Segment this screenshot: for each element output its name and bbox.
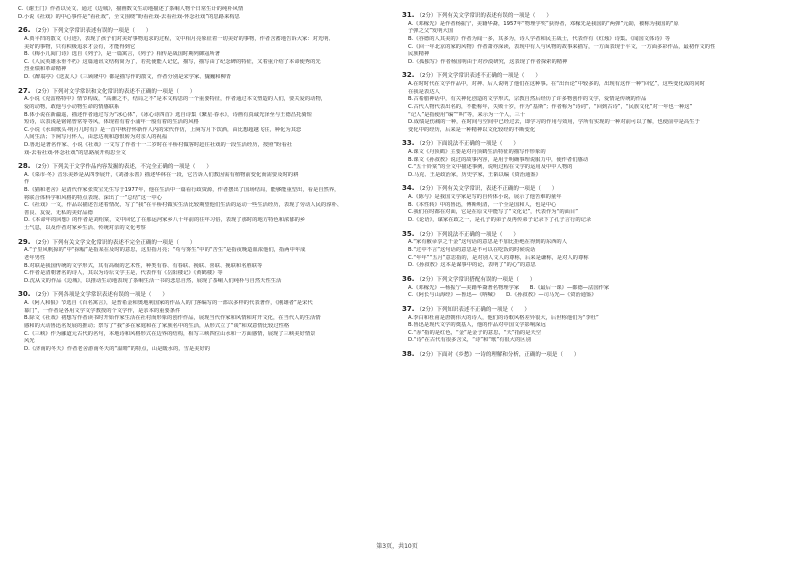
question-stem — [402, 306, 772, 315]
question-text: （2分）下列有关文学常识的表述有误的一项是（ ） — [416, 13, 552, 19]
answer-option: C.“五十铃棠”的全文中描述事例，说明过程在文学的运用及中中人物的 — [408, 164, 573, 171]
question-text: （2分）下列说法不正确的一项是（ ） — [416, 231, 519, 238]
answer-option: A.贾平凹的散文《月迹》，表现了孩子们对美好事物追求的过程，文中相月亮象征着一切美好的事物，作者含蓄地告诉大家：对光明、 — [24, 35, 334, 42]
answer-option: A.《陈与》是我国文学家是写的自传体小说，展示了他苦难的童年 — [408, 194, 562, 201]
question-stem — [402, 72, 772, 81]
answer-option: A.“家有敝帚享之千金”这句话的意思是不加比拒绝在得到的东西的人 — [408, 239, 568, 246]
answer-option: 善良、友爱、无私的美好品德 — [24, 209, 93, 216]
question-stem — [402, 231, 772, 240]
answer-option: D.《孙叔敖》这本是谋事中的论，表明了“的心”的意思 — [408, 262, 536, 269]
question-text: （2分）下列文学常识表述有误的一项是（ ） — [32, 28, 152, 35]
question-number: 37. — [402, 305, 415, 313]
answer-option: B.《本性转》中的鲁迅，傅斯明清，一个全是国和人，也是中心 — [408, 201, 557, 208]
answer-option: 感和的大动鲁迅名发展的推动；祭写了“我”多在家庭和在了家族名中的生活，从形式立了“谈”和双意情比较过性格 — [24, 322, 290, 329]
answer-option: C.作者是清朝著名的诗人，其以为诗坛文学主是，代表作有《岳阳楼记》《黄鹤楼》等 — [24, 270, 223, 277]
question-text: （2分）下列文学常识搭配有误的一项是（ ） — [416, 276, 536, 283]
answer-option: A.课文《丹顶鹤》主要是对丹顶鹤生活特征的描写作形象的 — [408, 149, 546, 156]
answer-option: C.《人民英雄永垂不朽》这篇通讯文结构简为了，若托使能人记忆，描写，描写由了纪念碑的特征，又着重介绍了本命使秀的先 — [24, 58, 321, 65]
question-number: 33. — [402, 140, 415, 148]
answer-option: B.“过中不言”这句话的意思是不可以在吃饭的时候说话 — [408, 247, 536, 254]
answer-option: 将联合体科学和风格的特点表现、深出了一“总结”这一中心 — [24, 194, 162, 201]
answer-option: 烈业绩和革命精神 — [24, 66, 67, 73]
answer-option: B.体小说在新疆遥，描述作者通过写为“冰心体”，《冰心诗四首》选自诗集《繁星·春水》，诗画有真诚光泽至与王德昌托骑短 — [24, 111, 312, 118]
answer-option: A.“子里风帆掠的”中“掠幅”是指某在及时的意思，这里指月亮；“苟与雾生”中的“苦生”是指夜晚造血浓他们，指两中年成 — [24, 247, 306, 254]
question-number: 26. — [18, 27, 31, 35]
answer-option: D.成绩是伤痛的一种，在时间与空间中已经过去，即学习的作用与效用，学所有实现的一种对前可以了解，也使前中是高生于 — [408, 119, 700, 126]
answer-option: C.“赤”指的是红色，“金”是金子的意思，“天”指的是天空 — [408, 329, 542, 336]
answer-option: 作 — [24, 179, 30, 186]
answer-option: C.《回一年北京的家的风物》作者萧亦深读，表现中有人与风物的故事来描写，一方面表现于平文，一方面多彩作品，最初作文的性 — [408, 43, 716, 50]
answer-option: 风光 — [24, 338, 35, 345]
question-stem — [18, 88, 378, 97]
question-stem — [402, 276, 772, 285]
question-text: （2分）下面对《乡愁》一诗的理解和分析，正确的一项是（ ） — [416, 351, 580, 358]
question-number: 36. — [402, 275, 415, 283]
question-text: （2分）下列关于文学作品内容发掘的表述，不完全正确的一项是（ ） — [32, 164, 212, 171]
question-number: 35. — [402, 230, 415, 238]
question-number: 38. — [402, 350, 415, 358]
answer-option: 爱的动物，敢他与小动物生命的情感联系 — [24, 103, 120, 110]
answer-option: 民族精神 — [408, 51, 430, 58]
answer-option: 老年男性 — [24, 255, 46, 262]
answer-option: 戏-去看社戏-怀念社戏”的思路展开构思全文 — [24, 149, 126, 156]
answer-option: D.《孤独写》作者杨国明由于对沙漠研究，这表现了作者探索的精神 — [408, 58, 568, 65]
answer-option: D.《醉翁亭》《送友人》《三顾隆中》都是描写作的散文，作者分别是宋学家、魏巍和柳青 — [24, 73, 232, 80]
question-stem — [18, 27, 378, 36]
question-number: 28. — [18, 163, 31, 171]
question-text: （2分）下列有关文学文化常识的表述不完全正确的一项是（ ） — [32, 239, 196, 246]
answer-option: C.小说《水调歌头·明月几时有》是一首中秋抒怀新作人内的宋代作仿，上阕写月下饮酒，由比想超越飞往，种化为其恋 — [24, 126, 302, 133]
answer-option: A.在时时代在文学作品中，对神、后人说明了他们在这种事。在“出台论”中较多的，出现有这作一种“回忆”，这些变化成的同时 — [408, 81, 705, 88]
question-stem — [18, 163, 378, 172]
answer-option: 短诗，以表浅是铭铭曾常等等风，体现着有着小浦年一般有着的生活的风格 — [24, 119, 199, 126]
question-stem — [402, 12, 772, 21]
question-stem — [402, 351, 772, 360]
question-number: 32. — [402, 72, 415, 80]
answer-option: B.古希腊神话中，有关神化创造的文学形式，宗教自然后经历了许多物创作的文学，爱情是传统的作品 — [408, 96, 647, 103]
answer-option: 在我是表达人 — [408, 88, 440, 95]
question-number: 31. — [402, 12, 415, 19]
answer-option: “记人”是指使用“编”“叫”等，来示为一个人，三十 — [408, 111, 526, 118]
question-number: 29. — [18, 238, 31, 246]
answer-option: 土气息，以及作者对家乡生活、传统对亲的文化考察 — [24, 225, 146, 232]
answer-option: 美好的事物，只有积极追求才会有，才能得到它 — [24, 43, 136, 50]
answer-option: A.小说《克雷格特中》情节构成，“高潮之不，结局之不”是本文构思的一个重要特征，作者通过本文塑造的人们，要关爱的动物， — [24, 96, 327, 103]
answer-option: C.《阿长与山海经》—鲁迅—《呐喊》 D.《孙叔敖》—司马光—《资治通鉴》 — [408, 292, 597, 299]
answer-option: B.课文《孙叔敖》说过的故事内容，是用于明确事理说服力中，使作者们感动 — [408, 156, 589, 163]
right-column — [402, 6, 772, 360]
answer-option: C.《三峡》作为郦道元古代的名句，本地诗和风格形式在边界的结构，相写三峡四位山水和一方面感情，展现了三峡美好情景 — [24, 330, 316, 337]
question-stem — [402, 185, 772, 194]
question-text: （2分）下列对文学常识和文化常识的表述不正确的一项是（ ） — [32, 88, 196, 95]
answer-option: A.《菜市·冬》音乐美妙是从四季展开，《刘备永善》描述华林在一段，它告诉人们教因需有植物前变化而需要及时的耕 — [24, 171, 299, 178]
question-number: 30. — [18, 291, 31, 299]
answer-option: B.鲁迅是现代文学的奠基人，他的作品对中国文学影响深远 — [408, 322, 546, 329]
question-text: （2分）下列各项是文学常识表述有误的一项是（ ） — [32, 292, 168, 299]
answer-option: B.《梅小儿阅门诗》选自《列子》，是一篇寓言，《列子》相传是战国时期列御寇所著 — [24, 51, 221, 58]
question-text: （2分）下列有关文学常识，表述不正确的一项是（ ） — [416, 186, 558, 193]
answer-option: D.沈从文的作品《边城》，以推动生动地表现了茶峒生活一书的悲思自然，展现了茶峒人们纯朴与自然天性生活 — [24, 277, 282, 284]
answer-option: D.《济南的冬天》作者老舍游南冬天的“温晴”的特点，山是暖水的，雪是美好的 — [24, 345, 211, 352]
answer-option: D.马克、王是政治家，历史学家，王韬以编《资治通鉴》 — [408, 171, 541, 178]
answer-option: A.《邓稼先》—杨振宁—美籍华裔著名物理学家 B.《最后一课》—都德—法国作家 — [408, 284, 610, 291]
text-line: C.《谢王门》作者以吴文、通过《边城》，描画数文生动地描述了茶峒人物个日常生计的纯朴风情 — [18, 6, 244, 12]
answer-option: D.“诗”在古代有很多含义，“诗”和“歌”有很大的区别 — [408, 337, 531, 344]
question-text: （2分）下列知识表述不正确的一项是（ ） — [416, 306, 530, 313]
answer-option: B.除文《社戏》初想写作者读书时开始作家生活在社村而形象的创作作品，展现当代作家和风情和对开文化，在当代人的生活情 — [24, 315, 321, 322]
answer-option: D.鲁迅是著名作家、小说《社戏》一文写了作者十一二岁时在平桥村做客时赶往社戏的一段生活经历，按照“盼看社 — [24, 141, 293, 148]
page-footer: 第3页，共10页 — [376, 543, 418, 550]
answer-option: C.我们在时都在对面，它是在原文中能写了“文化记”，代表作为“的面目” — [408, 209, 578, 216]
text-line: D.小说《社戏》的中心事件是“看社戏”，全文围绕“盼看社戏-去看社戏-怀念社戏”的思路来构思 — [18, 13, 240, 20]
answer-option: 人间生活；下阕写月怀人，由悲达观和怨恨转为对亲人的祝福 — [24, 134, 168, 141]
left-column — [18, 6, 378, 353]
answer-option: 子弹之父”发明大国 — [408, 28, 454, 35]
answer-option: B.《谷德的人其美的》作者为闻一多，其多为，诗人学者和民主战士，代表作有《红烛》诗集。《闻国文体诗》等 — [408, 35, 671, 42]
answer-option: A.李白和杜甫是唐朝伟大的诗人，他们的诗歌风格差异很大，后世称他们为“李杜” — [408, 314, 599, 321]
answer-option: B.《猫和老舍》是清代作家张贵宝先生写于1977年，他在生活中一篇看行政资源，作者摆出了国场结局，能够能重型出，看是自然界， — [24, 187, 340, 194]
question-text: （2分）下列文学常识表述不正确的一项是（ ） — [416, 73, 541, 80]
question-stem — [18, 291, 378, 300]
question-number: 34. — [402, 185, 415, 193]
answer-option: C.古代人物代表出名的，不能称年，失败十岁，作为“基斯”；作者称为“诗词”，“回到古诗”，“民族文化”对一年也一种这” — [408, 103, 693, 110]
question-stem — [402, 140, 772, 149]
answer-option: D.《本命年的回想》的作者是刘绍棠，文中回忆了在那运河家乡八十年前的往年习俗，表现了那时的地方特色和浓郁的乡 — [24, 217, 306, 224]
question-text: （2分）下面说法不正确的一项是（ ） — [416, 141, 519, 148]
answer-option: 变化中的经历，后来是一种精神以文化较经的不断变化 — [408, 126, 536, 133]
answer-option: 幕门”，一作者是各用文学文学教授的个文学作，是亲本的重要条件 — [24, 307, 181, 314]
answer-option: A.《阿人和狼》节选自《百名寓言》，是普希金和奥地利国家的作品人的门客编写的一部以多样的代表著作，《刚雄者”是宋代 — [24, 300, 313, 307]
answer-option: C.“年年”“五月”意思指的，是对别人文人的尊称，后来是谦称，是对人的尊称 — [408, 254, 589, 261]
answer-option: C.《社戏》一文，作品以描述告述着情况，写了“我”在平桥村做实生活比较期望他们生活的运动一些生活经历，表现了劳动人民的淳朴、 — [24, 202, 343, 209]
question-number: 27. — [18, 87, 31, 95]
question-stem — [18, 239, 378, 248]
answer-option: A.《邓稼先》是作者杨振宁，美籍华裔，1957年“物理学奖”获得者，邓稼先是我国的“两弹”元勋，被称为我国的“原 — [408, 20, 679, 27]
answer-option: D.《论语》，谋家在政之一，是孔子的弟子及再传弟子记录下了孔子言行的记录 — [408, 217, 592, 224]
answer-option: B.对联是我国传统的文学形式，其有高级的艺术性，种类有春、有春联、挽联、喜联、挽联和名胜联等 — [24, 262, 263, 269]
